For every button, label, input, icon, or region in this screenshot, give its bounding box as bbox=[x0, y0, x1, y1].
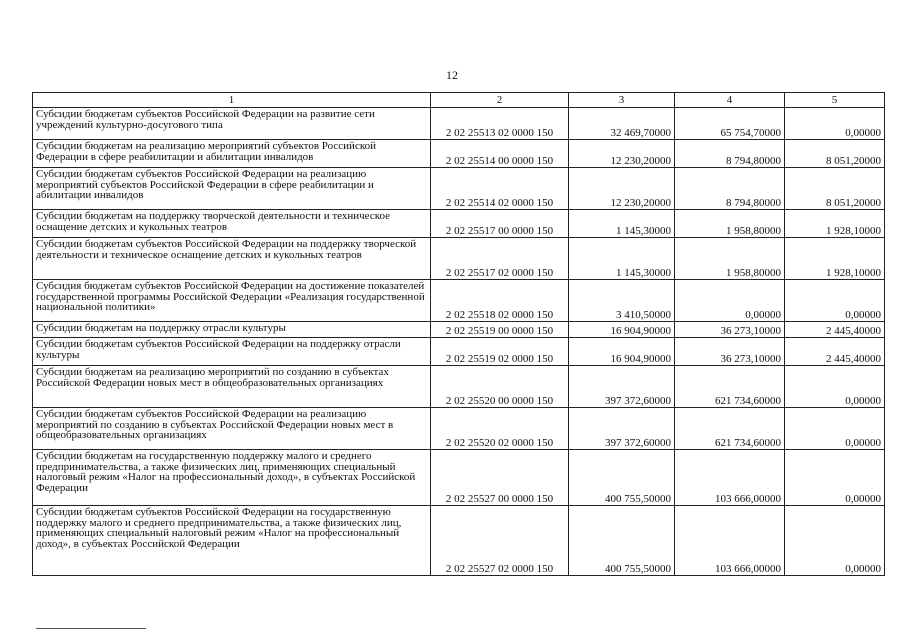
row-code-cell: 2 02 25519 02 0000 150 bbox=[431, 338, 569, 366]
row-value-col3: 12 230,20000 bbox=[569, 168, 675, 210]
page-number: 12 bbox=[446, 68, 458, 82]
row-value-col5: 1 928,10000 bbox=[785, 210, 885, 238]
row-name-cell: Субсидии бюджетам на поддержку отрасли культуры bbox=[33, 322, 431, 338]
row-value-col4: 103 666,00000 bbox=[675, 506, 785, 576]
row-value-col3: 1 145,30000 bbox=[569, 210, 675, 238]
row-code-cell: 2 02 25514 00 0000 150 bbox=[431, 140, 569, 168]
column-header-1: 1 bbox=[33, 93, 431, 108]
row-value-col4: 1 958,80000 bbox=[675, 210, 785, 238]
row-code-cell: 2 02 25527 00 0000 150 bbox=[431, 450, 569, 506]
row-value-col3: 1 145,30000 bbox=[569, 238, 675, 280]
row-value-col4: 103 666,00000 bbox=[675, 450, 785, 506]
row-code-cell: 2 02 25513 02 0000 150 bbox=[431, 108, 569, 140]
row-value-col5: 0,00000 bbox=[785, 108, 885, 140]
row-value-col3: 397 372,60000 bbox=[569, 366, 675, 408]
row-name-cell: Субсидии бюджетам на государственную поддержку малого и среднего предпринимательства, а также физических лиц, применяющих специальный налоговый режим «Налог на профессиональный доход», в субъектах Российской Федерации bbox=[33, 450, 431, 506]
row-code-cell: 2 02 25520 00 0000 150 bbox=[431, 366, 569, 408]
row-value-col5: 0,00000 bbox=[785, 506, 885, 576]
row-value-col5: 0,00000 bbox=[785, 450, 885, 506]
row-code-cell: 2 02 25519 00 0000 150 bbox=[431, 322, 569, 338]
row-code-cell: 2 02 25518 02 0000 150 bbox=[431, 280, 569, 322]
row-value-col5: 0,00000 bbox=[785, 408, 885, 450]
table-row bbox=[33, 280, 885, 322]
table-row bbox=[33, 108, 885, 140]
row-name-cell: Субсидии бюджетам на реализацию мероприятий по созданию в субъектах Российской Федерации новых мест в общеобразовательных организациях bbox=[33, 366, 431, 408]
row-value-col4: 621 734,60000 bbox=[675, 366, 785, 408]
row-code-cell: 2 02 25517 00 0000 150 bbox=[431, 210, 569, 238]
row-value-col3: 12 230,20000 bbox=[569, 140, 675, 168]
row-value-col5: 0,00000 bbox=[785, 366, 885, 408]
column-header-5: 5 bbox=[785, 93, 885, 108]
table-header-row bbox=[33, 93, 885, 108]
table-row bbox=[33, 408, 885, 450]
row-value-col4: 0,00000 bbox=[675, 280, 785, 322]
table-row bbox=[33, 338, 885, 366]
table-row bbox=[33, 210, 885, 238]
budget-table bbox=[32, 92, 885, 576]
row-value-col4: 36 273,10000 bbox=[675, 338, 785, 366]
column-header-2: 2 bbox=[431, 93, 569, 108]
row-value-col5: 1 928,10000 bbox=[785, 238, 885, 280]
row-name-cell: Субсидии бюджетам субъектов Российской Федерации на реализацию мероприятий субъектов Российской Федерации в сфере реабилитации и абилитации инвалидов bbox=[33, 168, 431, 210]
row-value-col3: 400 755,50000 bbox=[569, 506, 675, 576]
row-value-col4: 65 754,70000 bbox=[675, 108, 785, 140]
row-value-col4: 8 794,80000 bbox=[675, 140, 785, 168]
table-row bbox=[33, 322, 885, 338]
row-value-col4: 36 273,10000 bbox=[675, 322, 785, 338]
row-value-col4: 8 794,80000 bbox=[675, 168, 785, 210]
row-name-cell: Субсидии бюджетам на реализацию мероприятий субъектов Российской Федерации в сфере реабилитации и абилитации инвалидов bbox=[33, 140, 431, 168]
row-value-col3: 3 410,50000 bbox=[569, 280, 675, 322]
row-value-col5: 0,00000 bbox=[785, 280, 885, 322]
row-name-cell: Субсидии бюджетам субъектов Российской Федерации на государственную поддержку малого и среднего предпринимательства, а также физических лиц, применяющих специальный налоговый режим «Налог на профессиональный доход», в субъектах Российской Федерации bbox=[33, 506, 431, 576]
row-value-col5: 8 051,20000 bbox=[785, 140, 885, 168]
table-row bbox=[33, 168, 885, 210]
row-name-cell: Субсидии бюджетам субъектов Российской Федерации на развитие сети учреждений культурно-досугового типа bbox=[33, 108, 431, 140]
row-value-col3: 16 904,90000 bbox=[569, 322, 675, 338]
table-row bbox=[33, 506, 885, 576]
row-value-col5: 2 445,40000 bbox=[785, 338, 885, 366]
row-value-col5: 8 051,20000 bbox=[785, 168, 885, 210]
row-name-cell: Субсидии бюджетам субъектов Российской Федерации на реализацию мероприятий по созданию в субъектах Российской Федерации новых мест в общеобразовательных организациях bbox=[33, 408, 431, 450]
row-code-cell: 2 02 25527 02 0000 150 bbox=[431, 506, 569, 576]
row-code-cell: 2 02 25514 02 0000 150 bbox=[431, 168, 569, 210]
row-value-col4: 1 958,80000 bbox=[675, 238, 785, 280]
row-value-col3: 32 469,70000 bbox=[569, 108, 675, 140]
table-row bbox=[33, 366, 885, 408]
footer-divider bbox=[36, 628, 146, 629]
column-header-4: 4 bbox=[675, 93, 785, 108]
row-name-cell: Субсидии бюджетам субъектов Российской Федерации на поддержку отрасли культуры bbox=[33, 338, 431, 366]
row-value-col3: 400 755,50000 bbox=[569, 450, 675, 506]
row-value-col5: 2 445,40000 bbox=[785, 322, 885, 338]
row-name-cell: Субсидии бюджетам субъектов Российской Федерации на поддержку творческой деятельности и техническое оснащение детских и кукольных театров bbox=[33, 238, 431, 280]
row-value-col3: 397 372,60000 bbox=[569, 408, 675, 450]
row-name-cell: Субсидии бюджетам на поддержку творческой деятельности и техническое оснащение детских и кукольных театров bbox=[33, 210, 431, 238]
column-header-3: 3 bbox=[569, 93, 675, 108]
row-name-cell: Субсидия бюджетам субъектов Российской Федерации на достижение показателей государственной программы Российской Федерации «Реализация государственной национальной политики» bbox=[33, 280, 431, 322]
table-row bbox=[33, 238, 885, 280]
row-value-col4: 621 734,60000 bbox=[675, 408, 785, 450]
row-code-cell: 2 02 25517 02 0000 150 bbox=[431, 238, 569, 280]
row-value-col3: 16 904,90000 bbox=[569, 338, 675, 366]
table-row bbox=[33, 140, 885, 168]
table-row bbox=[33, 450, 885, 506]
row-code-cell: 2 02 25520 02 0000 150 bbox=[431, 408, 569, 450]
